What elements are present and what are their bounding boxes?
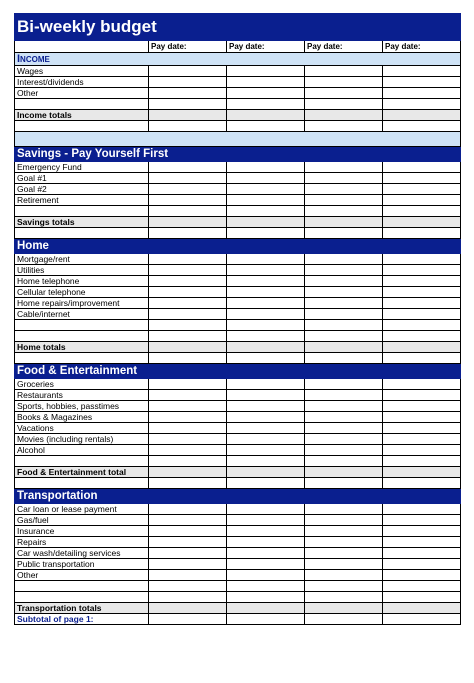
amount-cell[interactable] — [227, 195, 305, 206]
amount-cell[interactable] — [149, 478, 227, 489]
amount-cell[interactable] — [149, 423, 227, 434]
line-item-label: Car wash/detailing services — [15, 548, 149, 559]
amount-cell[interactable] — [383, 504, 461, 515]
line-item-label: Interest/dividends — [15, 77, 149, 88]
amount-cell[interactable] — [149, 110, 227, 121]
amount-cell[interactable] — [149, 206, 227, 217]
spacer-cell — [15, 132, 461, 147]
subtotal-label: Subtotal of page 1: — [15, 614, 149, 625]
line-item-label: Goal #1 — [15, 173, 149, 184]
amount-cell[interactable] — [227, 287, 305, 298]
budget-table — [14, 13, 461, 625]
amount-cell[interactable] — [305, 77, 383, 88]
amount-cell[interactable] — [227, 88, 305, 99]
amount-cell[interactable] — [227, 228, 305, 239]
amount-cell[interactable] — [305, 504, 383, 515]
total-label: Home totals — [15, 342, 149, 353]
line-item-label: Insurance — [15, 526, 149, 537]
amount-cell[interactable] — [305, 309, 383, 320]
amount-cell[interactable] — [383, 77, 461, 88]
blank-label — [15, 478, 149, 489]
amount-cell[interactable] — [305, 88, 383, 99]
amount-cell[interactable] — [149, 614, 227, 625]
amount-cell[interactable] — [305, 445, 383, 456]
amount-cell[interactable] — [383, 379, 461, 390]
amount-cell[interactable] — [305, 559, 383, 570]
amount-cell[interactable] — [383, 298, 461, 309]
amount-cell[interactable] — [227, 537, 305, 548]
amount-cell[interactable] — [305, 515, 383, 526]
line-item-row — [15, 195, 461, 206]
amount-cell[interactable] — [305, 434, 383, 445]
amount-cell[interactable] — [383, 331, 461, 342]
amount-cell[interactable] — [149, 66, 227, 77]
amount-cell[interactable] — [227, 217, 305, 228]
amount-cell[interactable] — [383, 478, 461, 489]
amount-cell[interactable] — [383, 592, 461, 603]
line-item-row — [15, 309, 461, 320]
amount-cell[interactable] — [227, 423, 305, 434]
amount-cell[interactable] — [149, 195, 227, 206]
line-item-row — [15, 445, 461, 456]
amount-cell[interactable] — [305, 254, 383, 265]
amount-cell[interactable] — [227, 309, 305, 320]
line-item-label: Gas/fuel — [15, 515, 149, 526]
section-title-income: Income — [15, 53, 461, 66]
line-item-row — [15, 390, 461, 401]
amount-cell[interactable] — [227, 434, 305, 445]
amount-cell[interactable] — [305, 379, 383, 390]
title-row — [15, 14, 461, 41]
amount-cell[interactable] — [227, 478, 305, 489]
total-row — [15, 603, 461, 614]
amount-cell[interactable] — [305, 99, 383, 110]
total-row — [15, 342, 461, 353]
amount-cell[interactable] — [383, 173, 461, 184]
amount-cell[interactable] — [305, 173, 383, 184]
amount-cell[interactable] — [149, 412, 227, 423]
line-item-label: Home telephone — [15, 276, 149, 287]
amount-cell[interactable] — [227, 570, 305, 581]
line-item-row — [15, 401, 461, 412]
pay-date-cell[interactable]: Pay date: — [383, 41, 461, 53]
amount-cell[interactable] — [227, 173, 305, 184]
line-item-label: Emergency Fund — [15, 162, 149, 173]
amount-cell[interactable] — [227, 379, 305, 390]
amount-cell[interactable] — [227, 162, 305, 173]
blank-row — [15, 121, 461, 132]
amount-cell[interactable] — [383, 99, 461, 110]
pay-date-cell[interactable]: Pay date: — [305, 41, 383, 53]
amount-cell[interactable] — [383, 423, 461, 434]
blank-row — [15, 456, 461, 467]
amount-cell[interactable] — [227, 445, 305, 456]
pay-date-row — [15, 41, 461, 53]
amount-cell[interactable] — [305, 603, 383, 614]
amount-cell[interactable] — [305, 537, 383, 548]
amount-cell[interactable] — [383, 121, 461, 132]
amount-cell[interactable] — [383, 581, 461, 592]
blank-row — [15, 592, 461, 603]
amount-cell[interactable] — [149, 254, 227, 265]
amount-cell[interactable] — [227, 66, 305, 77]
amount-cell[interactable] — [383, 162, 461, 173]
amount-cell[interactable] — [227, 581, 305, 592]
line-item-label: Public transportation — [15, 559, 149, 570]
amount-cell[interactable] — [305, 228, 383, 239]
blank-row — [15, 581, 461, 592]
line-item-row — [15, 173, 461, 184]
amount-cell[interactable] — [149, 379, 227, 390]
line-item-row — [15, 162, 461, 173]
amount-cell[interactable] — [383, 603, 461, 614]
blank-label — [15, 331, 149, 342]
amount-cell[interactable] — [227, 184, 305, 195]
section-header-home — [15, 239, 461, 254]
amount-cell[interactable] — [383, 195, 461, 206]
pay-date-cell[interactable]: Pay date: — [149, 41, 227, 53]
amount-cell[interactable] — [383, 309, 461, 320]
amount-cell[interactable] — [383, 353, 461, 364]
line-item-label: Movies (including rentals) — [15, 434, 149, 445]
total-label: Savings totals — [15, 217, 149, 228]
total-row — [15, 467, 461, 478]
amount-cell[interactable] — [227, 206, 305, 217]
amount-cell[interactable] — [305, 287, 383, 298]
pay-date-cell[interactable]: Pay date: — [227, 41, 305, 53]
amount-cell[interactable] — [305, 526, 383, 537]
line-item-row — [15, 88, 461, 99]
amount-cell[interactable] — [305, 401, 383, 412]
page-title: Bi-weekly budget — [15, 14, 461, 41]
amount-cell[interactable] — [149, 121, 227, 132]
section-title-savings: Savings - Pay Yourself First — [15, 147, 461, 162]
amount-cell[interactable] — [383, 276, 461, 287]
blank-row — [15, 331, 461, 342]
line-item-label: Wages — [15, 66, 149, 77]
section-header-savings — [15, 147, 461, 162]
amount-cell[interactable] — [227, 342, 305, 353]
amount-cell[interactable] — [227, 504, 305, 515]
amount-cell[interactable] — [383, 559, 461, 570]
amount-cell[interactable] — [305, 592, 383, 603]
amount-cell[interactable] — [305, 478, 383, 489]
amount-cell[interactable] — [227, 265, 305, 276]
amount-cell[interactable] — [305, 331, 383, 342]
amount-cell[interactable] — [305, 353, 383, 364]
line-item-row — [15, 548, 461, 559]
amount-cell[interactable] — [305, 581, 383, 592]
amount-cell[interactable] — [149, 456, 227, 467]
amount-cell[interactable] — [149, 287, 227, 298]
line-item-row — [15, 423, 461, 434]
amount-cell[interactable] — [149, 401, 227, 412]
amount-cell[interactable] — [305, 614, 383, 625]
blank-label — [15, 228, 149, 239]
amount-cell[interactable] — [149, 184, 227, 195]
amount-cell[interactable] — [383, 184, 461, 195]
amount-cell[interactable] — [383, 434, 461, 445]
blank-row — [15, 99, 461, 110]
amount-cell[interactable] — [227, 614, 305, 625]
amount-cell[interactable] — [383, 412, 461, 423]
blank-row — [15, 320, 461, 331]
amount-cell[interactable] — [149, 77, 227, 88]
amount-cell[interactable] — [149, 570, 227, 581]
amount-cell[interactable] — [305, 206, 383, 217]
amount-cell[interactable] — [305, 110, 383, 121]
amount-cell[interactable] — [383, 265, 461, 276]
section-title-food: Food & Entertainment — [15, 364, 461, 379]
line-item-label: Mortgage/rent — [15, 254, 149, 265]
amount-cell[interactable] — [149, 320, 227, 331]
amount-cell[interactable] — [383, 445, 461, 456]
line-item-row — [15, 434, 461, 445]
amount-cell[interactable] — [383, 467, 461, 478]
amount-cell[interactable] — [227, 110, 305, 121]
amount-cell[interactable] — [383, 526, 461, 537]
line-item-row — [15, 265, 461, 276]
amount-cell[interactable] — [149, 228, 227, 239]
amount-cell[interactable] — [227, 77, 305, 88]
blank-label — [15, 456, 149, 467]
amount-cell[interactable] — [383, 88, 461, 99]
line-item-row — [15, 526, 461, 537]
section-header-income — [15, 53, 461, 66]
blank-label — [15, 320, 149, 331]
amount-cell[interactable] — [149, 515, 227, 526]
amount-cell[interactable] — [227, 331, 305, 342]
amount-cell[interactable] — [383, 110, 461, 121]
total-label: Food & Entertainment total — [15, 467, 149, 478]
amount-cell[interactable] — [383, 401, 461, 412]
amount-cell[interactable] — [383, 537, 461, 548]
amount-cell[interactable] — [305, 276, 383, 287]
amount-cell[interactable] — [227, 353, 305, 364]
line-item-row — [15, 276, 461, 287]
section-header-food — [15, 364, 461, 379]
amount-cell[interactable] — [149, 276, 227, 287]
blank-row — [15, 353, 461, 364]
line-item-row — [15, 570, 461, 581]
pay-date-label-cell — [15, 41, 149, 53]
amount-cell[interactable] — [149, 265, 227, 276]
amount-cell[interactable] — [149, 390, 227, 401]
blank-label — [15, 206, 149, 217]
amount-cell[interactable] — [227, 467, 305, 478]
line-item-row — [15, 559, 461, 570]
blank-row — [15, 478, 461, 489]
amount-cell[interactable] — [149, 342, 227, 353]
section-header-transportation — [15, 489, 461, 504]
amount-cell[interactable] — [149, 537, 227, 548]
amount-cell[interactable] — [149, 434, 227, 445]
line-item-label: Other — [15, 88, 149, 99]
line-item-label: Cable/internet — [15, 309, 149, 320]
amount-cell[interactable] — [227, 548, 305, 559]
amount-cell[interactable] — [383, 614, 461, 625]
amount-cell[interactable] — [149, 353, 227, 364]
line-item-label: Utilities — [15, 265, 149, 276]
amount-cell[interactable] — [305, 423, 383, 434]
line-item-row — [15, 379, 461, 390]
amount-cell[interactable] — [149, 592, 227, 603]
blank-label — [15, 121, 149, 132]
amount-cell[interactable] — [149, 581, 227, 592]
line-item-row — [15, 298, 461, 309]
amount-cell[interactable] — [149, 309, 227, 320]
amount-cell[interactable] — [227, 254, 305, 265]
amount-cell[interactable] — [383, 66, 461, 77]
amount-cell[interactable] — [149, 173, 227, 184]
amount-cell[interactable] — [383, 254, 461, 265]
amount-cell[interactable] — [383, 570, 461, 581]
line-item-label: Goal #2 — [15, 184, 149, 195]
amount-cell[interactable] — [305, 342, 383, 353]
section-title-home: Home — [15, 239, 461, 254]
section-title-transportation: Transportation — [15, 489, 461, 504]
amount-cell[interactable] — [227, 526, 305, 537]
amount-cell[interactable] — [305, 412, 383, 423]
amount-cell[interactable] — [227, 390, 305, 401]
amount-cell[interactable] — [227, 121, 305, 132]
amount-cell[interactable] — [305, 467, 383, 478]
amount-cell[interactable] — [305, 162, 383, 173]
amount-cell[interactable] — [149, 88, 227, 99]
amount-cell[interactable] — [305, 390, 383, 401]
amount-cell[interactable] — [149, 445, 227, 456]
amount-cell[interactable] — [149, 603, 227, 614]
line-item-label: Books & Magazines — [15, 412, 149, 423]
amount-cell[interactable] — [227, 515, 305, 526]
line-item-label: Sports, hobbies, passtimes — [15, 401, 149, 412]
amount-cell[interactable] — [305, 217, 383, 228]
amount-cell[interactable] — [227, 276, 305, 287]
amount-cell[interactable] — [383, 217, 461, 228]
amount-cell[interactable] — [305, 121, 383, 132]
amount-cell[interactable] — [383, 456, 461, 467]
line-item-label: Cellular telephone — [15, 287, 149, 298]
amount-cell[interactable] — [305, 184, 383, 195]
amount-cell[interactable] — [149, 298, 227, 309]
amount-cell[interactable] — [149, 99, 227, 110]
total-row — [15, 110, 461, 121]
line-item-label: Other — [15, 570, 149, 581]
amount-cell[interactable] — [227, 559, 305, 570]
amount-cell[interactable] — [305, 548, 383, 559]
blank-label — [15, 99, 149, 110]
amount-cell[interactable] — [149, 467, 227, 478]
blank-row — [15, 206, 461, 217]
total-row — [15, 217, 461, 228]
amount-cell[interactable] — [227, 320, 305, 331]
total-label: Income totals — [15, 110, 149, 121]
amount-cell[interactable] — [149, 548, 227, 559]
line-item-label: Repairs — [15, 537, 149, 548]
amount-cell[interactable] — [227, 592, 305, 603]
line-item-label: Retirement — [15, 195, 149, 206]
line-item-row — [15, 184, 461, 195]
blank-row — [15, 228, 461, 239]
line-item-label: Groceries — [15, 379, 149, 390]
amount-cell[interactable] — [305, 66, 383, 77]
amount-cell[interactable] — [383, 287, 461, 298]
line-item-label: Restaurants — [15, 390, 149, 401]
amount-cell[interactable] — [227, 401, 305, 412]
blank-label — [15, 581, 149, 592]
amount-cell[interactable] — [305, 195, 383, 206]
amount-cell[interactable] — [149, 504, 227, 515]
amount-cell[interactable] — [149, 331, 227, 342]
line-item-label: Alcohol — [15, 445, 149, 456]
amount-cell[interactable] — [149, 526, 227, 537]
line-item-label: Home repairs/improvement — [15, 298, 149, 309]
amount-cell[interactable] — [305, 298, 383, 309]
line-item-row — [15, 515, 461, 526]
amount-cell[interactable] — [383, 548, 461, 559]
amount-cell[interactable] — [383, 342, 461, 353]
amount-cell[interactable] — [305, 456, 383, 467]
blank-label — [15, 592, 149, 603]
amount-cell[interactable] — [383, 228, 461, 239]
amount-cell[interactable] — [305, 265, 383, 276]
amount-cell[interactable] — [383, 390, 461, 401]
line-item-row — [15, 504, 461, 515]
amount-cell[interactable] — [383, 320, 461, 331]
amount-cell[interactable] — [227, 412, 305, 423]
amount-cell[interactable] — [227, 603, 305, 614]
amount-cell[interactable] — [383, 515, 461, 526]
subtotal-row — [15, 614, 461, 625]
amount-cell[interactable] — [305, 570, 383, 581]
amount-cell[interactable] — [149, 217, 227, 228]
line-item-row — [15, 66, 461, 77]
line-item-row — [15, 537, 461, 548]
amount-cell[interactable] — [227, 298, 305, 309]
amount-cell[interactable] — [383, 206, 461, 217]
total-label: Transportation totals — [15, 603, 149, 614]
amount-cell[interactable] — [227, 456, 305, 467]
amount-cell[interactable] — [149, 162, 227, 173]
line-item-row — [15, 287, 461, 298]
amount-cell[interactable] — [305, 320, 383, 331]
line-item-row — [15, 412, 461, 423]
amount-cell[interactable] — [227, 99, 305, 110]
blank-label — [15, 353, 149, 364]
line-item-row — [15, 254, 461, 265]
amount-cell[interactable] — [149, 559, 227, 570]
line-item-row — [15, 77, 461, 88]
spacer-row — [15, 132, 461, 147]
line-item-label: Car loan or lease payment — [15, 504, 149, 515]
line-item-label: Vacations — [15, 423, 149, 434]
